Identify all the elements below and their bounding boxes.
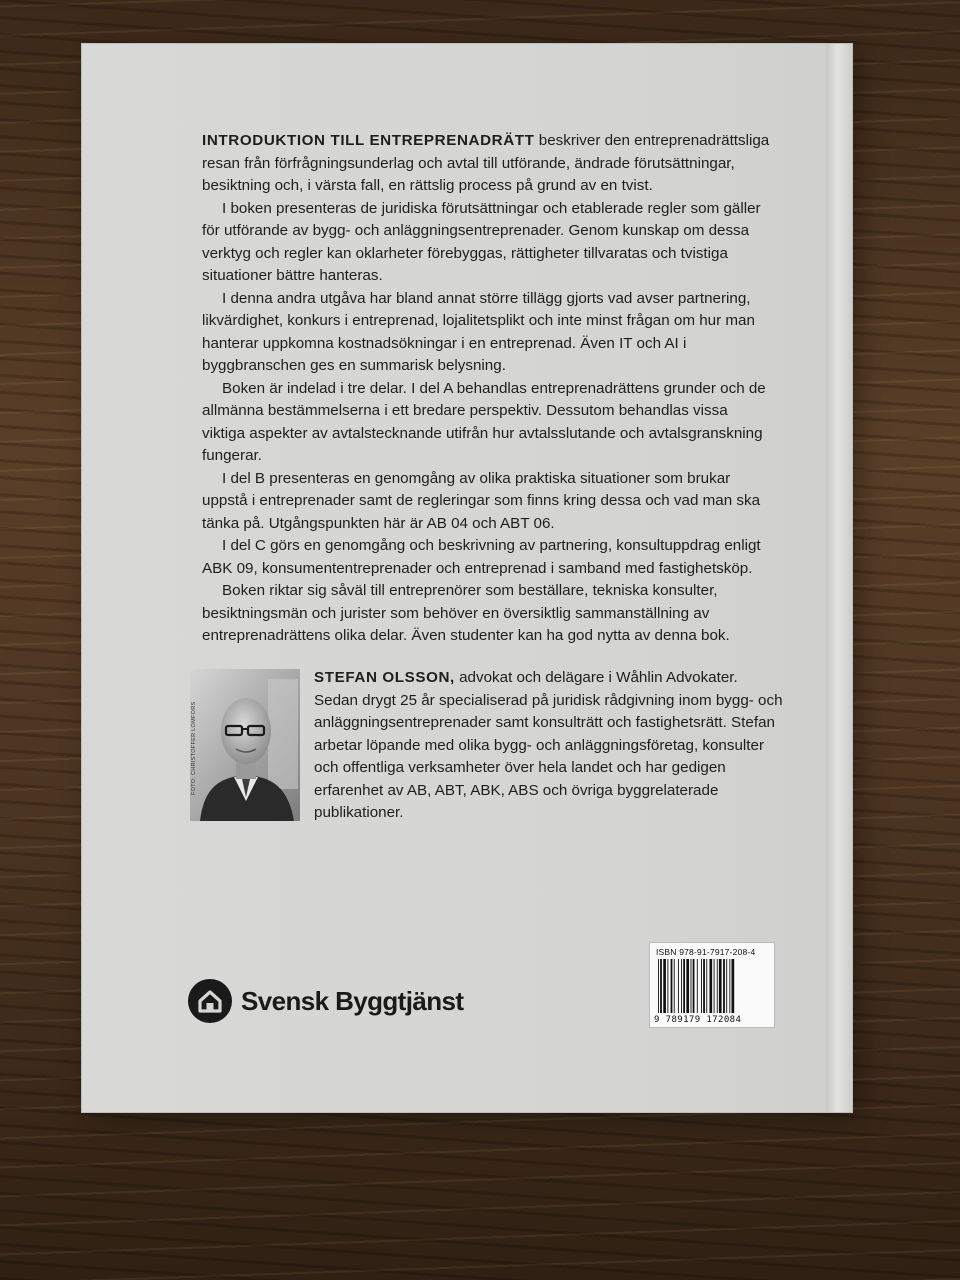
blurb-text: [202, 130, 772, 648]
blurb-paragraph-6: I del C görs en genomgång och beskrivning av partnering, konsultuppdrag enligt ABK 09, konsumententreprenader och entreprenad i samband med fastighetsköp.: [202, 537, 761, 577]
blurb-paragraph-1: [202, 130, 772, 198]
blurb-paragraph-3: I denna andra utgåva har bland annat större tillägg gjorts vad avser partnering, likvärdighet, konkurs i entreprenad, lojalitetsplikt och inte minst frågan om hur man hanterar uppkomna kostnadsökningar i en entreprenad. Även IT och AI i byggbranschen ges en summarisk belysning.: [202, 289, 755, 374]
barcode-bar: [706, 959, 707, 1013]
blurb-paragraph-2: I boken presenteras de juridiska förutsättningar och etablerade regler som gäller för utförande av bygg- och anläggningsentreprenader. Genom kunskap om dessa verktyg och regler kan oklarheter förebyggas, rättigheter tillvaratas och tvistiga situationer bättre hanteras.: [202, 199, 761, 284]
barcode-bar: [667, 959, 668, 1013]
blurb-paragraph-5: I del B presenteras en genomgång av olika praktiska situationer som brukar uppstå i entreprenader samt de regleringar som finns kring dessa och vad man ska tänka på. Utgångspunkten här är AB 04 och ABT 06.: [202, 469, 761, 532]
author-bio-text: advokat och delägare i Wåhlin Advokater. Sedan drygt 25 år specialiserad på juridisk rådgivning inom bygg- och anläggningsentreprenader samt konsulträtt och fastighetsrätt. Stefan arbetar löpande med olika bygg- och anläggningsföretag, konsulter och offentliga verksamheter över hela landet och har gedigen erfarenhet av AB, ABT, ABK, ABS och övriga byggrelaterade publikationer.: [314, 669, 783, 821]
book-back-cover: [82, 44, 852, 1112]
blurb-title: INTRODUKTION TILL ENTREPRENADRÄTT: [202, 132, 535, 149]
isbn-label: ISBN 978-91-7917-208-4: [656, 947, 756, 957]
barcode-bar: [681, 959, 682, 1013]
blurb-paragraph-4: Boken är indelad i tre delar. I del A behandlas entreprenadrättens grunder och de allmänna bestämmelserna i ett bredare perspektiv. Dessutom behandlas vissa viktiga aspekter av avtalstecknande utifrån hur avtalsslutande och avtalsgranskning fungerar.: [202, 379, 766, 464]
blurb-paragraph-7: Boken riktar sig såväl till entreprenörer som beställare, tekniska konsulter, besiktningsmän och jurister som behöver en översiktlig sammanställning av entreprenadrättens olika delar. Även studenter kan ha god nytta av denna bok.: [202, 582, 730, 644]
barcode-bar: [697, 959, 698, 1013]
barcode-bar: [714, 959, 715, 1013]
barcode-bar: [719, 959, 722, 1013]
barcode-bar: [726, 959, 727, 1013]
publisher-logo: [188, 979, 463, 1023]
barcode-bar: [686, 959, 689, 1013]
barcode-bar: [701, 959, 702, 1013]
barcode-bar: [693, 959, 695, 1013]
barcode-bar: [683, 959, 685, 1013]
barcode-bar: [717, 959, 718, 1013]
barcode-bar: [674, 959, 675, 1013]
barcode-bar: [663, 959, 666, 1013]
barcode-digits: 9 789179 172084: [654, 1015, 742, 1025]
barcode-bar: [729, 959, 730, 1013]
barcode-bars: [656, 959, 768, 1013]
isbn-barcode: [649, 942, 775, 1028]
book-page-edge: [826, 44, 852, 1112]
photo-credit: FOTO: CHRISTOFFER LOMFORS: [191, 701, 197, 795]
author-bio: [314, 667, 784, 825]
author-portrait-icon: [190, 669, 300, 821]
barcode-bar: [703, 959, 705, 1013]
barcode-bar: [732, 959, 735, 1013]
barcode-bar: [678, 959, 679, 1013]
barcode-bar: [671, 959, 673, 1013]
barcode-bar: [691, 959, 692, 1013]
house-in-circle-icon: [188, 979, 232, 1023]
author-photo: [190, 669, 300, 821]
barcode-bar: [709, 959, 712, 1013]
blurb-paragraph-1-text: beskriver den entreprenadrättsliga resan från förfrågningsunderlag och avtal till utförande, ändrade förutsättningar, besiktning och, i värsta fall, en rättslig process på grund av en tvist.: [202, 132, 770, 194]
barcode-bar: [660, 959, 662, 1013]
publisher-name: Svensk Byggtjänst: [241, 985, 464, 1016]
barcode-bar: [658, 959, 659, 1013]
author-name: STEFAN OLSSON,: [314, 669, 455, 686]
barcode-bar: [723, 959, 725, 1013]
